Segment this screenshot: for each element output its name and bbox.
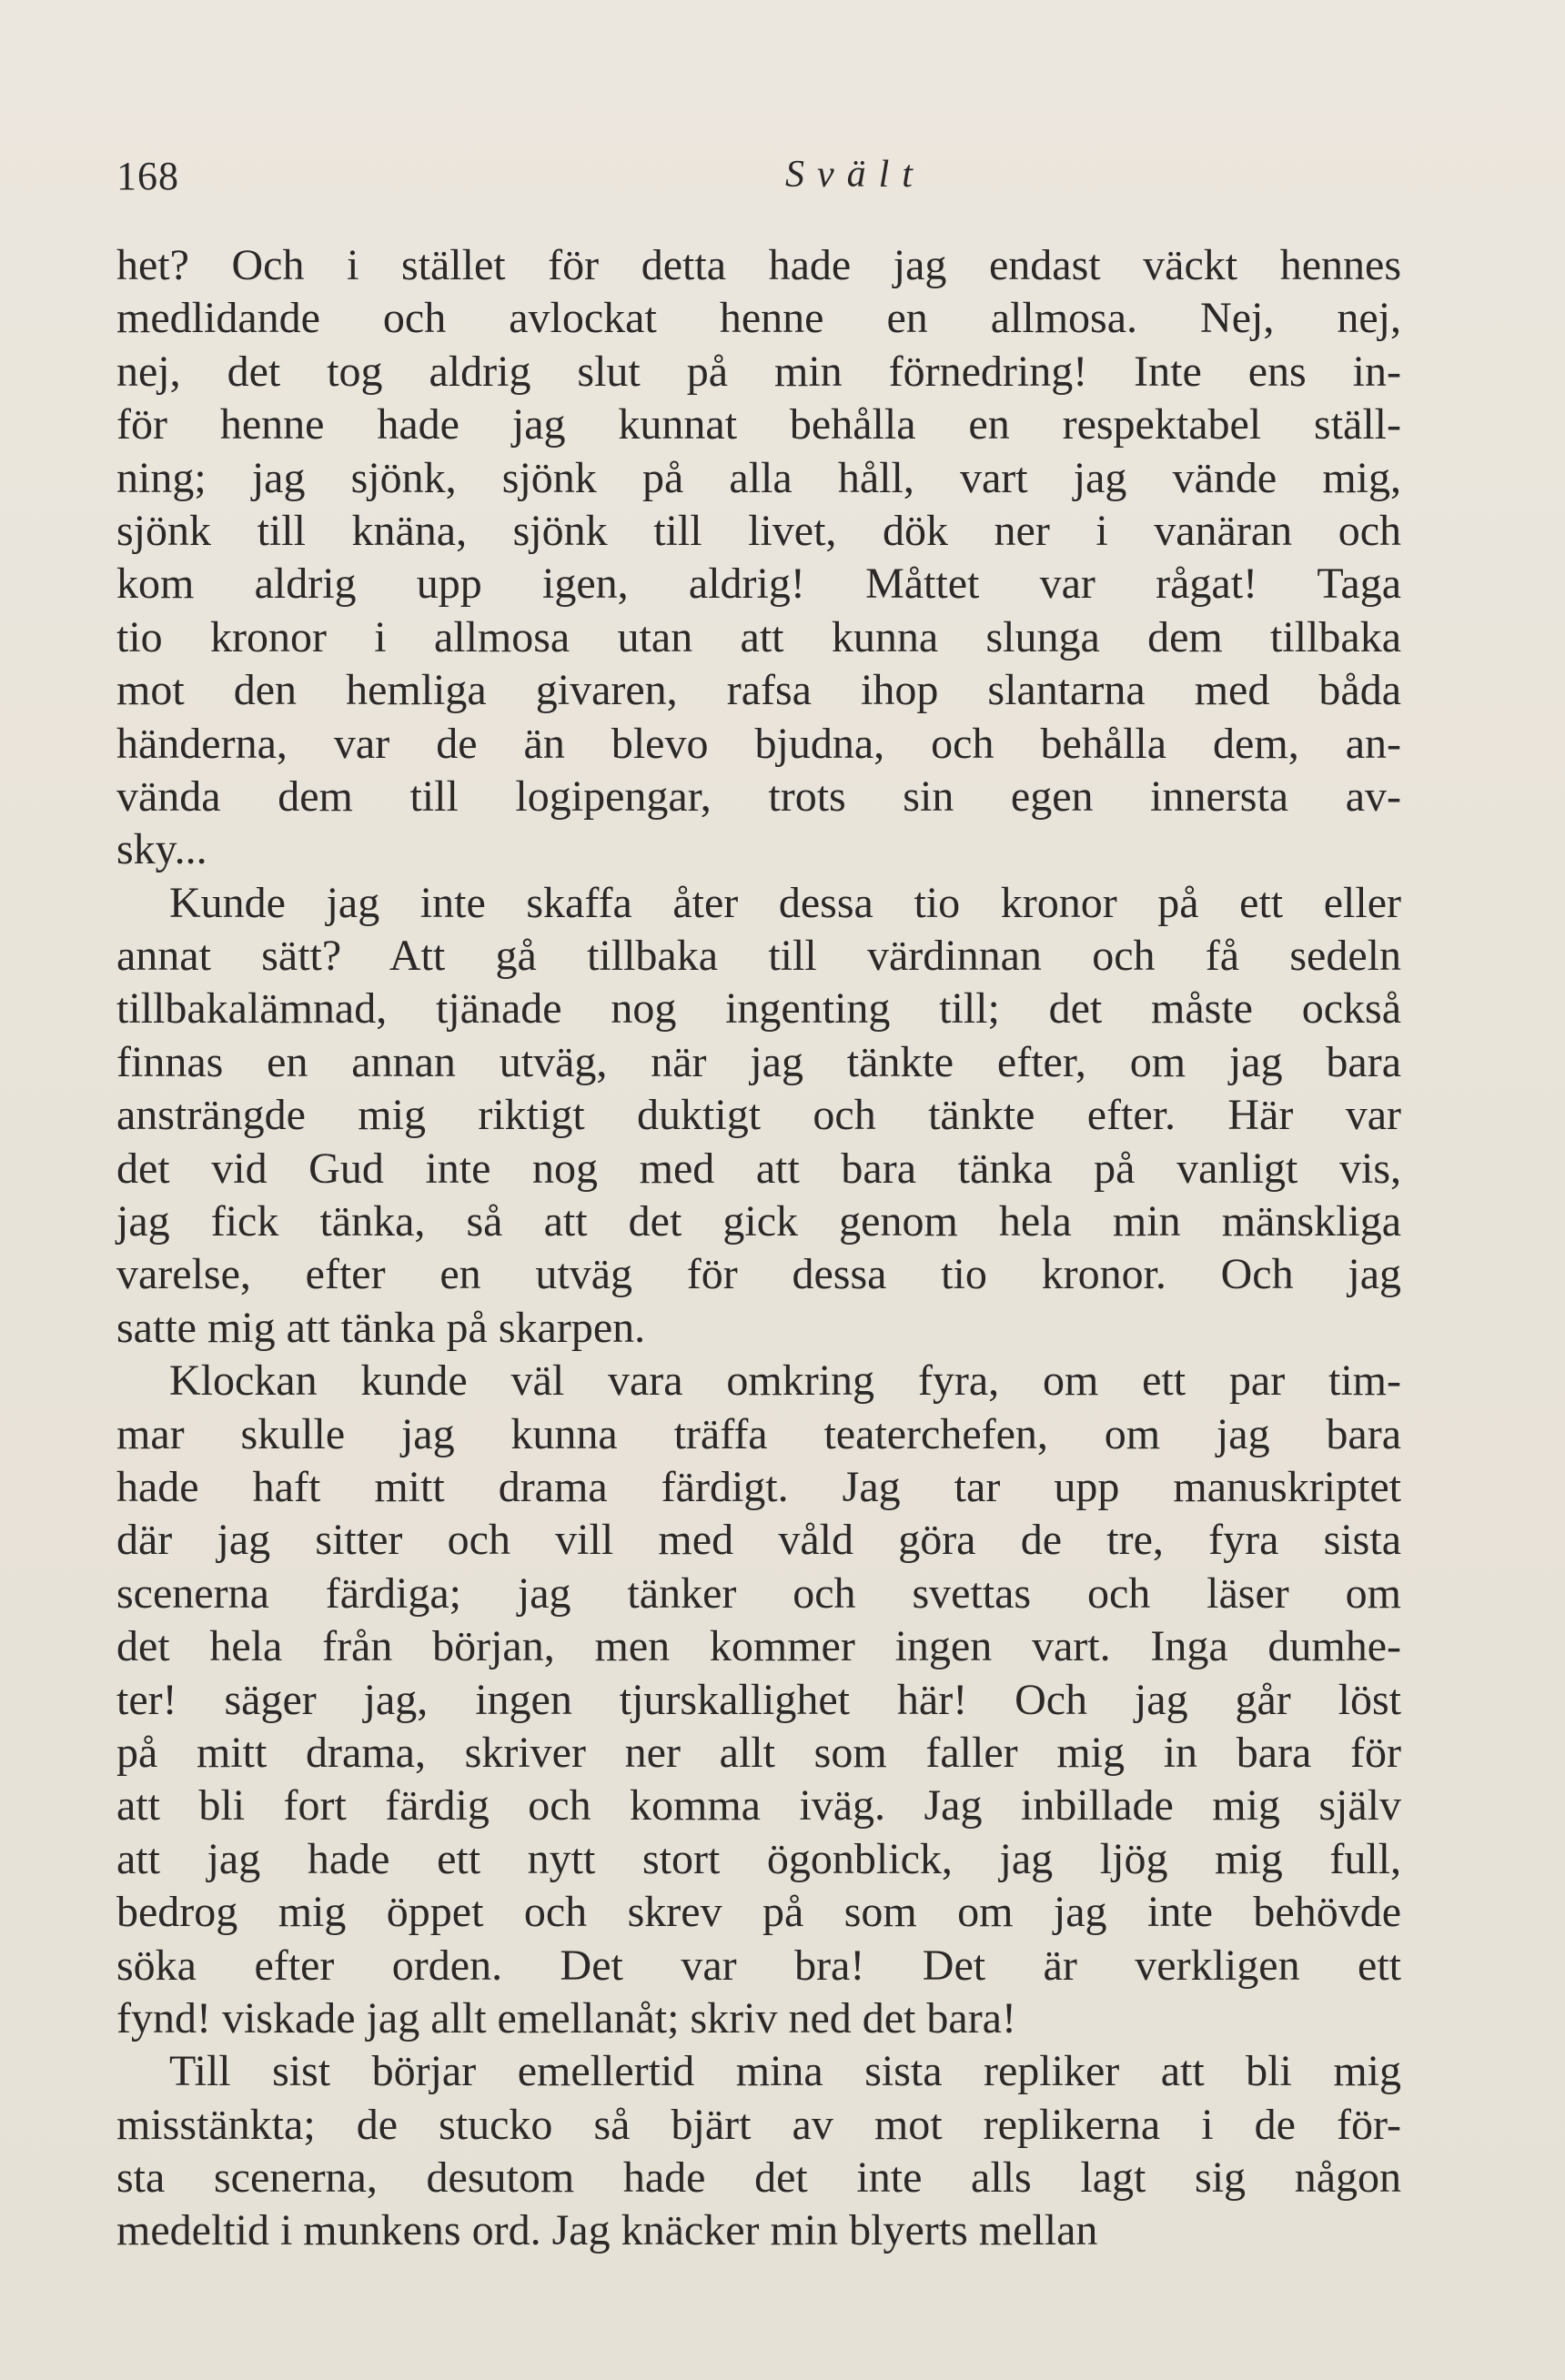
- text-line: sta scenerna, desutom hade det inte alls lagt sig någon: [116, 2153, 1401, 2203]
- page-number: 168: [116, 154, 179, 198]
- text-line: ning; jag sjönk, sjönk på alla håll, vart jag vände mig,: [116, 453, 1401, 502]
- text-line: jag fick tänka, så att det gick genom hela min mänskliga: [116, 1197, 1401, 1246]
- text-line: annat sätt? Att gå tillbaka till värdinnan och få sedeln: [116, 932, 1401, 981]
- text-line: scenerna färdiga; jag tänker och svettas och läser om: [116, 1568, 1401, 1618]
- text-line: händerna, var de än blevo bjudna, och behålla dem, an-: [116, 719, 1401, 768]
- text-line: fynd! viskade jag allt emellanåt; skriv ned det bara!: [116, 1993, 1016, 2042]
- text-line: att jag hade ett nytt stort ögonblick, jag ljög mig full,: [116, 1834, 1401, 1883]
- paragraph: [116, 239, 1401, 877]
- text-line: sky...: [116, 825, 207, 874]
- text-line: det vid Gud inte nog med att bara tänka på vanligt vis,: [116, 1144, 1401, 1193]
- text-line: het? Och i stället för detta hade jag endast väckt hennes: [116, 241, 1401, 289]
- text-line: misstänkta; de stucko så bjärt av mot replikerna i de för-: [116, 2100, 1401, 2149]
- text-line: medlidande och avlockat henne en allmosa. Nej, nej,: [116, 294, 1401, 343]
- text-line: mar skulle jag kunna träffa teaterchefen, om jag bara: [116, 1409, 1401, 1458]
- paragraph: [116, 1355, 1401, 2045]
- text-line: där jag sitter och vill med våld göra de tre, fyra sista: [116, 1516, 1401, 1565]
- body-text: [116, 239, 1401, 2258]
- text-line: Till sist börjar emellertid mina sista repliker att bli mig: [169, 2047, 1401, 2096]
- text-line: ansträngde mig riktigt duktigt och tänkte efter. Här var: [116, 1091, 1401, 1140]
- paragraph: [116, 877, 1401, 1356]
- text-line: finnas en annan utväg, när jag tänkte efter, om jag bara: [116, 1037, 1401, 1086]
- text-line: att bli fort färdig och komma iväg. Jag inbillade mig själv: [116, 1781, 1401, 1830]
- text-line: för henne hade jag kunnat behålla en respektabel ställ-: [116, 400, 1401, 449]
- text-line: tio kronor i allmosa utan att kunna slunga dem tillbaka: [116, 612, 1401, 661]
- text-line: sjönk till knäna, sjönk till livet, dök ner i vanäran och: [116, 506, 1401, 555]
- text-line: Klockan kunde väl vara omkring fyra, om ett par tim-: [169, 1356, 1401, 1406]
- text-line: bedrog mig öppet och skrev på som om jag inte behövde: [116, 1888, 1401, 1937]
- text-line: kom aldrig upp igen, aldrig! Måttet var rågat! Taga: [116, 560, 1401, 609]
- text-line: ter! säger jag, ingen tjurskallighet här! Och jag går löst: [116, 1675, 1401, 1724]
- text-line: Kunde jag inte skaffa åter dessa tio kronor på ett eller: [169, 878, 1401, 927]
- text-line: söka efter orden. Det var bra! Det är verkligen ett: [116, 1941, 1401, 1990]
- text-line: satte mig att tänka på skarpen.: [116, 1303, 646, 1352]
- text-line: på mitt drama, skriver ner allt som faller mig in bara för: [116, 1728, 1401, 1777]
- text-line: det hela från början, men kommer ingen vart. Inga dumhe-: [116, 1622, 1401, 1671]
- text-line: tillbakalämnad, tjänade nog ingenting till; det måste också: [116, 984, 1401, 1034]
- text-line: nej, det tog aldrig slut på min förnedring! Inte ens in-: [116, 347, 1401, 396]
- text-line: hade haft mitt drama färdigt. Jag tar upp manuskriptet: [116, 1462, 1401, 1511]
- page-header: [116, 153, 1408, 207]
- text-line: varelse, efter en utväg för dessa tio kronor. Och jag: [116, 1250, 1401, 1299]
- running-title: Svält: [785, 154, 925, 196]
- text-line: vända dem till logipengar, trots sin egen innersta av-: [116, 771, 1401, 821]
- text-line: medeltid i munkens ord. Jag knäcker min blyerts mellan: [116, 2206, 1098, 2255]
- text-line: mot den hemliga givaren, rafsa ihop slantarna med båda: [116, 666, 1401, 715]
- paragraph: [116, 2045, 1401, 2258]
